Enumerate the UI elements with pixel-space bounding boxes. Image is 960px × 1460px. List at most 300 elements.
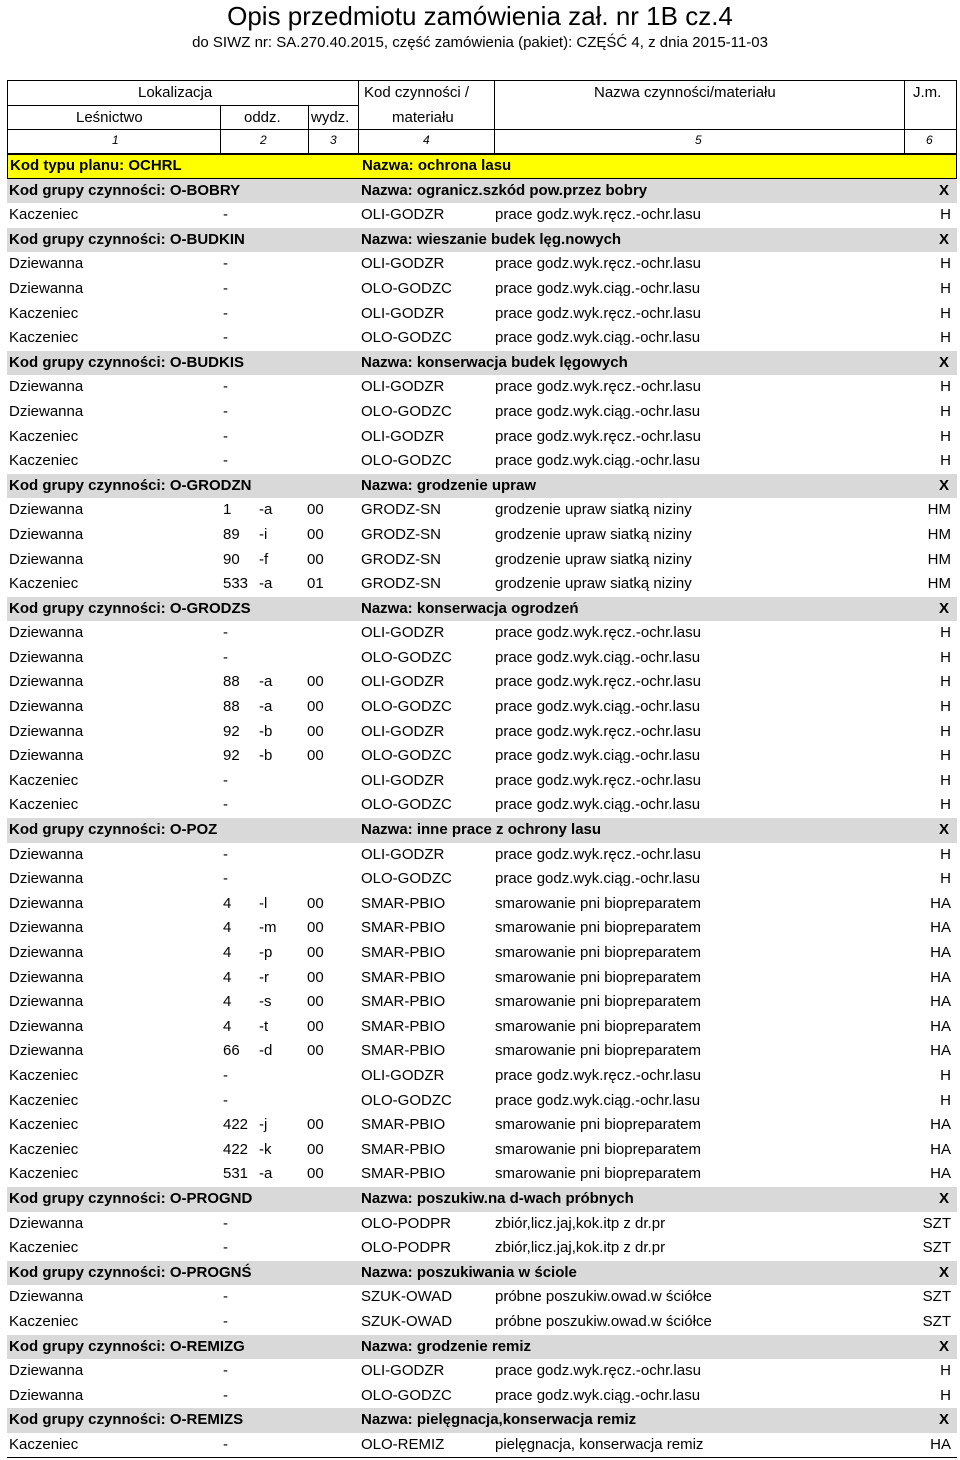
table-row [7, 1285, 957, 1310]
cell-wydz: -a [259, 673, 273, 691]
group-code-label: Kod grupy czynności: O-PROGND [9, 1189, 253, 1207]
group-row [7, 1335, 957, 1360]
table-row [7, 449, 957, 474]
cell-kod: OLO-GODZC [361, 329, 452, 347]
cell-nazwa: prace godz.wyk.ręcz.-ochr.lasu [495, 722, 701, 740]
cell-nazwa: pielęgnacja, konserwacja remiz [495, 1435, 704, 1453]
cell-nazwa: prace godz.wyk.ręcz.-ochr.lasu [495, 1362, 701, 1380]
cell-kod: OLO-GODZC [361, 698, 452, 716]
cell-nazwa: smarowanie pni biopreparatem [495, 1165, 701, 1183]
cell-wydz-nr: 00 [307, 894, 324, 912]
table-row [7, 498, 957, 523]
cell-wydz: -p [259, 944, 273, 961]
cell-oddz: - [223, 648, 228, 666]
cell-kod: SMAR-PBIO [361, 944, 446, 961]
cell-kod: OLI-GODZR [361, 1362, 445, 1380]
cell-wydz: -i [259, 525, 268, 543]
cell-nazwa: prace godz.wyk.ręcz.-ochr.lasu [495, 624, 701, 642]
cell-oddz: - [223, 845, 228, 863]
header-divider [220, 105, 221, 153]
cell-lesnictwo: Kaczeniec [9, 427, 79, 445]
cell-lesnictwo: Dziewanna [9, 1362, 84, 1380]
cell-oddz: 88 [223, 698, 240, 716]
cell-oddz: - [223, 402, 228, 420]
table-row [7, 326, 957, 351]
cell-jm: H [940, 427, 951, 445]
cell-kod: OLO-GODZC [361, 279, 452, 297]
cell-kod: SMAR-PBIO [361, 993, 446, 1011]
cell-kod: OLI-GODZR [361, 427, 445, 445]
group-code-label: Kod grupy czynności: O-GRODZN [9, 476, 252, 494]
cell-jm: SZT [922, 1312, 951, 1330]
table-row [7, 916, 957, 941]
cell-lesnictwo: Kaczeniec [9, 206, 79, 224]
cell-lesnictwo: Dziewanna [9, 279, 84, 297]
cell-lesnictwo: Kaczeniec [9, 1435, 79, 1453]
header-kod-line1: Kod czynności / [364, 84, 470, 101]
cell-nazwa: prace godz.wyk.ciąg.-ochr.lasu [495, 648, 701, 666]
cell-lesnictwo: Dziewanna [9, 255, 84, 273]
cell-nazwa: prace godz.wyk.ręcz.-ochr.lasu [495, 845, 701, 863]
column-number: 4 [423, 133, 430, 147]
cell-kod: OLI-GODZR [361, 255, 445, 273]
table-row [7, 867, 957, 892]
cell-kod: SMAR-PBIO [361, 1165, 446, 1183]
cell-kod: OLI-GODZR [361, 845, 445, 863]
cell-nazwa: prace godz.wyk.ciąg.-ochr.lasu [495, 1386, 701, 1404]
cell-oddz: - [223, 427, 228, 445]
cell-kod: OLO-GODZC [361, 796, 452, 814]
cell-lesnictwo: Kaczeniec [9, 1116, 79, 1134]
cell-nazwa: prace godz.wyk.ciąg.-ochr.lasu [495, 329, 701, 347]
cell-oddz: 4 [223, 968, 232, 986]
document-subtitle: do SIWZ nr: SA.270.40.2015, część zamówienia (pakiet): CZĘŚĆ 4, z dnia 2015-11-03 [192, 34, 768, 51]
group-marker: X [938, 476, 949, 494]
table-row [7, 1015, 957, 1040]
cell-wydz: -d [259, 1042, 273, 1060]
group-name: Nazwa: grodzenie remiz [361, 1337, 532, 1355]
cell-nazwa: smarowanie pni biopreparatem [495, 944, 701, 961]
table-row [7, 769, 957, 794]
table-row [7, 375, 957, 400]
cell-nazwa: prace godz.wyk.ręcz.-ochr.lasu [495, 1066, 701, 1084]
group-row [7, 351, 957, 376]
cell-wydz-nr: 00 [307, 698, 324, 716]
cell-lesnictwo: Dziewanna [9, 993, 84, 1011]
cell-jm: H [940, 1386, 951, 1404]
cell-lesnictwo: Dziewanna [9, 944, 84, 961]
cell-kod: GRODZ-SN [361, 501, 441, 519]
cell-wydz-nr: 01 [307, 575, 324, 593]
cell-wydz: -t [259, 1017, 269, 1035]
group-code-label: Kod grupy czynności: O-BUDKIS [9, 353, 245, 371]
table-row [7, 548, 957, 573]
group-row [7, 228, 957, 253]
cell-oddz: 422 [223, 1116, 249, 1134]
cell-nazwa: smarowanie pni biopreparatem [495, 1017, 701, 1035]
cell-lesnictwo: Kaczeniec [9, 1239, 79, 1257]
cell-lesnictwo: Kaczeniec [9, 304, 79, 322]
group-code-label: Kod grupy czynności: O-BUDKIN [9, 230, 245, 248]
plan-type-row [7, 154, 957, 179]
header-divider [308, 105, 309, 153]
cell-lesnictwo: Dziewanna [9, 378, 84, 396]
cell-lesnictwo: Dziewanna [9, 402, 84, 420]
cell-kod: SMAR-PBIO [361, 1017, 446, 1035]
cell-oddz: - [223, 796, 228, 814]
cell-nazwa: smarowanie pni biopreparatem [495, 1042, 701, 1060]
cell-wydz: -a [259, 575, 273, 593]
cell-kod: OLO-GODZC [361, 1091, 452, 1109]
cell-oddz: - [223, 206, 228, 224]
cell-kod: SMAR-PBIO [361, 894, 446, 912]
cell-oddz: 533 [223, 575, 249, 593]
table-row [7, 670, 957, 695]
cell-jm: HM [927, 550, 951, 568]
cell-lesnictwo: Kaczeniec [9, 1165, 79, 1183]
cell-oddz: - [223, 624, 228, 642]
cell-nazwa: smarowanie pni biopreparatem [495, 1140, 701, 1158]
cell-lesnictwo: Dziewanna [9, 1386, 84, 1404]
cell-jm: H [940, 624, 951, 642]
cell-lesnictwo: Kaczeniec [9, 575, 79, 593]
group-row [7, 818, 957, 843]
cell-wydz: -k [259, 1140, 272, 1158]
table-row [7, 1089, 957, 1114]
cell-wydz-nr: 00 [307, 747, 324, 765]
cell-nazwa: prace godz.wyk.ciąg.-ochr.lasu [495, 452, 701, 470]
group-row [7, 179, 957, 204]
group-row [7, 1261, 957, 1286]
cell-jm: H [940, 722, 951, 740]
cell-nazwa: zbiór,licz.jaj,kok.itp z dr.pr [495, 1239, 666, 1257]
cell-lesnictwo: Dziewanna [9, 624, 84, 642]
cell-oddz: - [223, 1239, 228, 1257]
table-body [7, 154, 957, 1457]
group-marker: X [938, 1189, 949, 1207]
cell-oddz: 531 [223, 1165, 249, 1183]
cell-jm: H [940, 870, 951, 888]
cell-jm: H [940, 1066, 951, 1084]
cell-jm: HA [930, 1017, 951, 1035]
cell-jm: HM [927, 501, 951, 519]
cell-kod: OLI-GODZR [361, 673, 445, 691]
cell-jm: HA [930, 944, 951, 961]
header-lokalizacja: Lokalizacja [138, 84, 213, 101]
cell-lesnictwo: Dziewanna [9, 501, 84, 519]
table-row [7, 720, 957, 745]
group-marker: X [938, 1263, 949, 1281]
cell-nazwa: prace godz.wyk.ciąg.-ochr.lasu [495, 1091, 701, 1109]
group-marker: X [938, 599, 949, 617]
cell-jm: H [940, 452, 951, 470]
cell-kod: SZUK-OWAD [361, 1312, 453, 1330]
cell-wydz-nr: 00 [307, 1140, 324, 1158]
column-number: 5 [695, 133, 702, 147]
header-divider [8, 129, 956, 130]
cell-kod: SMAR-PBIO [361, 1042, 446, 1060]
group-code-label: Kod grupy czynności: O-REMIZG [9, 1337, 245, 1355]
table-bottom-rule [7, 1457, 957, 1458]
cell-lesnictwo: Dziewanna [9, 673, 84, 691]
cell-oddz: 4 [223, 993, 232, 1011]
cell-wydz: -r [259, 968, 269, 986]
cell-oddz: - [223, 870, 228, 888]
cell-lesnictwo: Dziewanna [9, 1042, 84, 1060]
table-row [7, 1212, 957, 1237]
table-row [7, 1359, 957, 1384]
group-code-label: Kod grupy czynności: O-PROGNŚ [9, 1263, 252, 1281]
table-row [7, 646, 957, 671]
cell-oddz: - [223, 771, 228, 789]
table-row [7, 1064, 957, 1089]
table-row [7, 1138, 957, 1163]
table-row [7, 793, 957, 818]
cell-wydz-nr: 00 [307, 1165, 324, 1183]
cell-jm: HA [930, 1042, 951, 1060]
table-row [7, 1162, 957, 1187]
cell-oddz: 89 [223, 525, 240, 543]
cell-oddz: - [223, 1091, 228, 1109]
cell-lesnictwo: Dziewanna [9, 870, 84, 888]
cell-nazwa: grodzenie upraw siatką niziny [495, 550, 692, 568]
table-header [7, 80, 957, 154]
table-row [7, 621, 957, 646]
cell-jm: HA [930, 993, 951, 1011]
cell-wydz-nr: 00 [307, 550, 324, 568]
cell-nazwa: próbne poszukiw.owad.w ściółce [495, 1288, 712, 1306]
header-divider [8, 105, 358, 106]
cell-lesnictwo: Dziewanna [9, 722, 84, 740]
group-name: Nazwa: wieszanie budek lęg.nowych [361, 230, 622, 248]
cell-kod: OLO-GODZC [361, 452, 452, 470]
table-row [7, 1113, 957, 1138]
cell-kod: OLO-GODZC [361, 648, 452, 666]
table-row [7, 990, 957, 1015]
cell-jm: H [940, 673, 951, 691]
cell-kod: GRODZ-SN [361, 550, 441, 568]
column-number: 2 [260, 133, 267, 147]
table-row [7, 1039, 957, 1064]
header-wydz: wydz. [311, 109, 350, 126]
group-row [7, 474, 957, 499]
cell-jm: H [940, 796, 951, 814]
cell-jm: H [940, 402, 951, 420]
cell-kod: OLI-GODZR [361, 206, 445, 224]
cell-lesnictwo: Kaczeniec [9, 771, 79, 789]
cell-lesnictwo: Dziewanna [9, 894, 84, 912]
cell-oddz: - [223, 329, 228, 347]
cell-wydz: -b [259, 747, 273, 765]
cell-lesnictwo: Kaczeniec [9, 329, 79, 347]
header-nazwa: Nazwa czynności/materiału [594, 84, 776, 101]
group-name: Nazwa: poszukiw.na d-wach próbnych [361, 1189, 634, 1207]
cell-jm: H [940, 329, 951, 347]
table-row [7, 302, 957, 327]
cell-jm: H [940, 1091, 951, 1109]
table-row [7, 695, 957, 720]
group-name: Nazwa: ogranicz.szkód pow.przez bobry [361, 181, 648, 199]
table-row [7, 572, 957, 597]
cell-jm: SZT [922, 1288, 951, 1306]
cell-oddz: 92 [223, 747, 240, 765]
cell-oddz: - [223, 452, 228, 470]
cell-oddz: - [223, 1214, 228, 1232]
cell-lesnictwo: Dziewanna [9, 845, 84, 863]
table-row [7, 252, 957, 277]
cell-jm: HA [930, 1116, 951, 1134]
cell-nazwa: prace godz.wyk.ręcz.-ochr.lasu [495, 206, 701, 224]
cell-nazwa: prace godz.wyk.ręcz.-ochr.lasu [495, 673, 701, 691]
cell-wydz: -j [259, 1116, 268, 1134]
cell-jm: HM [927, 525, 951, 543]
table-row [7, 523, 957, 548]
cell-nazwa: prace godz.wyk.ciąg.-ochr.lasu [495, 870, 701, 888]
cell-nazwa: prace godz.wyk.ręcz.-ochr.lasu [495, 427, 701, 445]
cell-kod: SMAR-PBIO [361, 1116, 446, 1134]
cell-kod: SMAR-PBIO [361, 919, 446, 937]
cell-nazwa: grodzenie upraw siatką niziny [495, 501, 692, 519]
cell-lesnictwo: Dziewanna [9, 919, 84, 937]
table-row [7, 1384, 957, 1409]
cell-lesnictwo: Dziewanna [9, 698, 84, 716]
cell-nazwa: grodzenie upraw siatką niziny [495, 575, 692, 593]
cell-lesnictwo: Kaczeniec [9, 796, 79, 814]
group-code-label: Kod grupy czynności: O-POZ [9, 821, 218, 839]
group-name: Nazwa: pielęgnacja,konserwacja remiz [361, 1411, 637, 1429]
column-number: 3 [330, 133, 337, 147]
group-code-label: Kod grupy czynności: O-REMIZS [9, 1411, 244, 1429]
cell-kod: OLI-GODZR [361, 722, 445, 740]
cell-nazwa: zbiór,licz.jaj,kok.itp z dr.pr [495, 1214, 666, 1232]
cell-jm: H [940, 747, 951, 765]
cell-wydz: -a [259, 698, 273, 716]
cell-kod: OLO-GODZC [361, 747, 452, 765]
cell-oddz: - [223, 1386, 228, 1404]
table-row [7, 1310, 957, 1335]
cell-wydz-nr: 00 [307, 501, 324, 519]
cell-kod: SMAR-PBIO [361, 1140, 446, 1158]
cell-jm: HA [930, 1165, 951, 1183]
table-row [7, 277, 957, 302]
cell-nazwa: prace godz.wyk.ręcz.-ochr.lasu [495, 255, 701, 273]
cell-lesnictwo: Kaczeniec [9, 1066, 79, 1084]
cell-wydz-nr: 00 [307, 968, 324, 986]
cell-lesnictwo: Kaczeniec [9, 1312, 79, 1330]
cell-kod: GRODZ-SN [361, 525, 441, 543]
cell-wydz: -a [259, 501, 273, 519]
table-row [7, 400, 957, 425]
cell-lesnictwo: Kaczeniec [9, 1140, 79, 1158]
table-row [7, 892, 957, 917]
table-row [7, 1236, 957, 1261]
cell-lesnictwo: Kaczeniec [9, 1091, 79, 1109]
plan-type-name: Nazwa: ochrona lasu [362, 157, 512, 174]
cell-lesnictwo: Dziewanna [9, 1288, 84, 1306]
cell-kod: OLO-REMIZ [361, 1435, 445, 1453]
cell-wydz-nr: 00 [307, 525, 324, 543]
cell-jm: SZT [922, 1214, 951, 1232]
cell-oddz: 92 [223, 722, 240, 740]
cell-oddz: 422 [223, 1140, 249, 1158]
cell-nazwa: prace godz.wyk.ręcz.-ochr.lasu [495, 771, 701, 789]
cell-kod: OLI-GODZR [361, 378, 445, 396]
cell-jm: SZT [922, 1239, 951, 1257]
cell-nazwa: prace godz.wyk.ciąg.-ochr.lasu [495, 279, 701, 297]
cell-jm: HA [930, 968, 951, 986]
cell-wydz-nr: 00 [307, 1017, 324, 1035]
cell-kod: OLO-PODPR [361, 1239, 452, 1257]
cell-lesnictwo: Dziewanna [9, 550, 84, 568]
cell-oddz: - [223, 1362, 228, 1380]
group-marker: X [938, 821, 949, 839]
cell-oddz: 88 [223, 673, 240, 691]
cell-oddz: - [223, 255, 228, 273]
cell-wydz: -f [259, 550, 269, 568]
group-code-label: Kod grupy czynności: O-BOBRY [9, 181, 241, 199]
cell-jm: H [940, 648, 951, 666]
cell-oddz: 4 [223, 894, 232, 912]
table-row [7, 941, 957, 966]
header-divider [904, 81, 905, 153]
cell-nazwa: smarowanie pni biopreparatem [495, 894, 701, 912]
cell-lesnictwo: Dziewanna [9, 968, 84, 986]
cell-kod: OLO-GODZC [361, 870, 452, 888]
cell-lesnictwo: Dziewanna [9, 1214, 84, 1232]
group-row [7, 1408, 957, 1433]
cell-nazwa: grodzenie upraw siatką niziny [495, 525, 692, 543]
group-marker: X [938, 1411, 949, 1429]
cell-kod: OLI-GODZR [361, 1066, 445, 1084]
group-name: Nazwa: konserwacja budek lęgowych [361, 353, 628, 371]
cell-kod: OLO-GODZC [361, 402, 452, 420]
cell-nazwa: prace godz.wyk.ciąg.-ochr.lasu [495, 747, 701, 765]
cell-jm: H [940, 845, 951, 863]
cell-jm: H [940, 698, 951, 716]
cell-kod: OLI-GODZR [361, 624, 445, 642]
cell-oddz: - [223, 1312, 228, 1330]
cell-wydz: -b [259, 722, 273, 740]
cell-wydz: -m [259, 919, 277, 937]
cell-wydz-nr: 00 [307, 1116, 324, 1134]
cell-jm: H [940, 378, 951, 396]
cell-oddz: - [223, 279, 228, 297]
cell-wydz: -a [259, 1165, 273, 1183]
cell-wydz-nr: 00 [307, 1042, 324, 1060]
cell-jm: H [940, 304, 951, 322]
cell-kod: GRODZ-SN [361, 575, 441, 593]
table-row [7, 843, 957, 868]
group-name: Nazwa: inne prace z ochrony lasu [361, 821, 602, 839]
cell-kod: SZUK-OWAD [361, 1288, 453, 1306]
cell-nazwa: smarowanie pni biopreparatem [495, 968, 701, 986]
cell-kod: SMAR-PBIO [361, 968, 446, 986]
group-marker: X [938, 181, 949, 199]
header-jm: J.m. [913, 84, 942, 101]
cell-nazwa: smarowanie pni biopreparatem [495, 993, 701, 1011]
cell-oddz: 66 [223, 1042, 240, 1060]
cell-jm: H [940, 771, 951, 789]
cell-nazwa: prace godz.wyk.ciąg.-ochr.lasu [495, 402, 701, 420]
cell-nazwa: prace godz.wyk.ręcz.-ochr.lasu [495, 304, 701, 322]
cell-oddz: 4 [223, 944, 232, 961]
cell-oddz: 1 [223, 501, 232, 519]
document-title: Opis przedmiotu zamówienia zał. nr 1B cz.4 [227, 1, 733, 31]
table-row [7, 966, 957, 991]
header-kod-line2: materiału [392, 109, 454, 126]
cell-oddz: 4 [223, 919, 232, 937]
group-name: Nazwa: grodzenie upraw [361, 476, 537, 494]
